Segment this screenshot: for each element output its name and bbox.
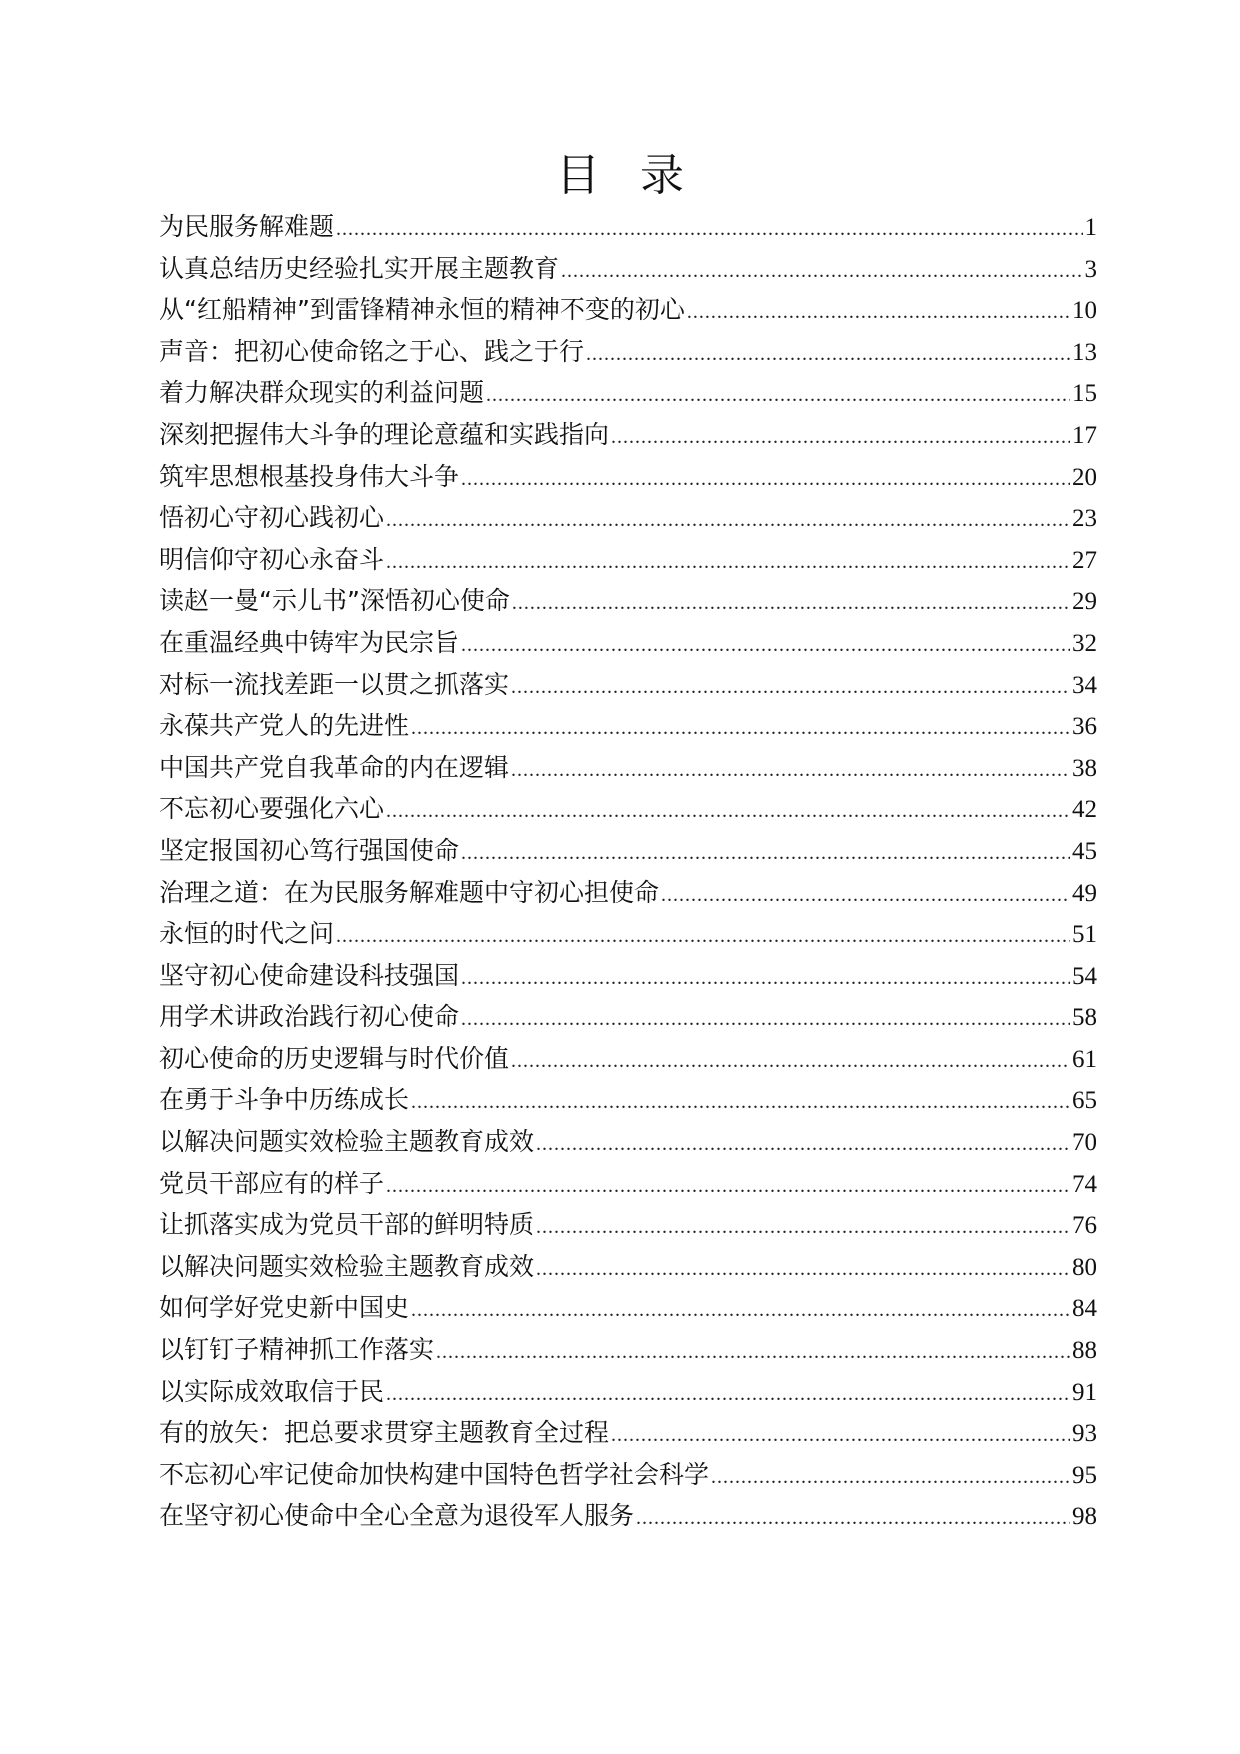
toc-entry[interactable] bbox=[159, 1163, 1097, 1205]
toc-entry-page-number: 42 bbox=[1072, 796, 1097, 824]
toc-title-char-1: 目 bbox=[556, 150, 600, 201]
toc-entry-title: 用学术讲政治践行初心使命 bbox=[159, 1002, 460, 1032]
toc-entry[interactable] bbox=[159, 1454, 1097, 1496]
toc-entry-page-number: 98 bbox=[1072, 1503, 1097, 1531]
toc-entry-title: 中国共产党自我革命的内在逻辑 bbox=[159, 752, 510, 782]
toc-entry-title: 不忘初心牢记使命加快构建中国特色哲学社会科学 bbox=[159, 1459, 710, 1489]
toc-entry-title: 从“红船精神”到雷锋精神永恒的精神不变的初心 bbox=[159, 295, 685, 325]
toc-dot-leader bbox=[561, 251, 1082, 290]
toc-entry-page-number: 10 bbox=[1072, 297, 1097, 325]
toc-entry[interactable] bbox=[159, 1412, 1097, 1454]
toc-dot-leader bbox=[386, 1374, 1070, 1413]
toc-entry-title: 以钉钉子精神抓工作落实 bbox=[159, 1335, 435, 1365]
toc-entry-page-number: 61 bbox=[1072, 1045, 1097, 1073]
toc-dot-leader bbox=[336, 916, 1070, 955]
toc-entry-page-number: 95 bbox=[1072, 1461, 1097, 1489]
toc-entry-page-number: 17 bbox=[1072, 421, 1097, 449]
toc-entry-page-number: 80 bbox=[1072, 1253, 1097, 1281]
toc-entry-title: 初心使命的历史逻辑与时代价值 bbox=[159, 1043, 510, 1073]
toc-entry-page-number: 91 bbox=[1072, 1378, 1097, 1406]
toc-entry[interactable] bbox=[159, 456, 1097, 498]
toc-dot-leader bbox=[611, 1415, 1070, 1454]
toc-dot-leader bbox=[386, 1166, 1070, 1205]
toc-entry-title: 着力解决群众现实的利益问题 bbox=[159, 378, 485, 408]
toc-dot-leader bbox=[411, 708, 1070, 747]
toc-entry-page-number: 1 bbox=[1084, 214, 1097, 241]
toc-entry-title: 以解决问题实效检验主题教育成效 bbox=[159, 1251, 535, 1281]
toc-entry[interactable] bbox=[159, 1079, 1097, 1121]
toc-dot-leader bbox=[461, 625, 1070, 664]
toc-dot-leader bbox=[461, 833, 1070, 872]
toc-entry[interactable] bbox=[159, 1329, 1097, 1371]
toc-dot-leader bbox=[636, 1498, 1070, 1537]
toc-entry-page-number: 27 bbox=[1072, 546, 1097, 574]
toc-entry-page-number: 51 bbox=[1072, 921, 1097, 949]
toc-entry-page-number: 20 bbox=[1072, 463, 1097, 491]
toc-list bbox=[159, 206, 1097, 1537]
toc-entry-page-number: 23 bbox=[1072, 505, 1097, 533]
toc-entry-page-number: 36 bbox=[1072, 713, 1097, 741]
toc-dot-leader bbox=[386, 542, 1070, 581]
toc-entry-page-number: 93 bbox=[1072, 1420, 1097, 1448]
toc-entry-title: 让抓落实成为党员干部的鲜明特质 bbox=[159, 1210, 535, 1240]
toc-entry-page-number: 88 bbox=[1072, 1337, 1097, 1365]
toc-dot-leader bbox=[611, 417, 1070, 456]
toc-dot-leader bbox=[536, 1207, 1070, 1246]
toc-title-char-2: 录 bbox=[640, 150, 684, 201]
toc-entry-page-number: 38 bbox=[1072, 754, 1097, 782]
toc-entry-title: 为民服务解难题 bbox=[159, 212, 335, 241]
toc-dot-leader bbox=[512, 583, 1070, 622]
toc-entry-page-number: 45 bbox=[1072, 837, 1097, 865]
toc-dot-leader bbox=[336, 209, 1082, 248]
toc-entry[interactable] bbox=[159, 1204, 1097, 1246]
toc-entry[interactable] bbox=[159, 1121, 1097, 1163]
toc-entry-page-number: 15 bbox=[1072, 380, 1097, 408]
toc-entry[interactable] bbox=[159, 248, 1097, 290]
toc-entry[interactable] bbox=[159, 414, 1097, 456]
toc-dot-leader bbox=[511, 1041, 1070, 1080]
toc-entry-page-number: 49 bbox=[1072, 879, 1097, 907]
toc-entry-page-number: 70 bbox=[1072, 1129, 1097, 1157]
toc-entry[interactable] bbox=[159, 289, 1097, 331]
toc-dot-leader bbox=[661, 875, 1070, 914]
toc-entry[interactable] bbox=[159, 1038, 1097, 1080]
toc-entry-title: 声音：把初心使命铭之于心、践之于行 bbox=[159, 336, 585, 366]
toc-entry[interactable] bbox=[159, 747, 1097, 789]
toc-entry-title: 永恒的时代之问 bbox=[159, 919, 335, 949]
toc-entry-title: 筑牢思想根基投身伟大斗争 bbox=[159, 461, 460, 491]
toc-dot-leader bbox=[536, 1124, 1070, 1163]
toc-entry-page-number: 13 bbox=[1072, 338, 1097, 366]
toc-entry[interactable] bbox=[159, 1246, 1097, 1288]
toc-dot-leader bbox=[536, 1249, 1070, 1288]
toc-entry-title: 在勇于斗争中历练成长 bbox=[159, 1085, 410, 1115]
toc-entry-title: 党员干部应有的样子 bbox=[159, 1168, 385, 1198]
toc-entry-title: 悟初心守初心践初心 bbox=[159, 503, 385, 533]
toc-entry[interactable] bbox=[159, 206, 1097, 248]
toc-dot-leader bbox=[411, 1082, 1070, 1121]
toc-entry-title: 深刻把握伟大斗争的理论意蕴和实践指向 bbox=[159, 419, 610, 449]
toc-entry-title: 明信仰守初心永奋斗 bbox=[159, 544, 385, 574]
toc-entry[interactable] bbox=[159, 1371, 1097, 1413]
toc-dot-leader bbox=[436, 1332, 1070, 1371]
toc-entry[interactable] bbox=[159, 955, 1097, 997]
toc-dot-leader bbox=[711, 1457, 1070, 1496]
toc-entry[interactable] bbox=[159, 372, 1097, 414]
toc-entry[interactable] bbox=[159, 1495, 1097, 1537]
toc-entry[interactable] bbox=[159, 622, 1097, 664]
toc-entry-page-number: 32 bbox=[1072, 629, 1097, 657]
toc-dot-leader bbox=[511, 667, 1070, 706]
toc-entry[interactable] bbox=[159, 705, 1097, 747]
toc-entry[interactable] bbox=[159, 872, 1097, 914]
toc-entry-page-number: 34 bbox=[1072, 671, 1097, 699]
toc-entry-title: 以实际成效取信于民 bbox=[159, 1376, 385, 1406]
toc-entry-page-number: 76 bbox=[1072, 1212, 1097, 1240]
toc-dot-leader bbox=[486, 375, 1070, 414]
toc-dot-leader bbox=[411, 1290, 1070, 1329]
toc-entry-title: 认真总结历史经验扎实开展主题教育 bbox=[159, 253, 560, 283]
toc-entry-page-number: 3 bbox=[1084, 255, 1097, 283]
toc-entry-title: 有的放矢：把总要求贯穿主题教育全过程 bbox=[159, 1418, 610, 1448]
toc-entry-title: 永葆共产党人的先进性 bbox=[159, 711, 410, 741]
toc-entry[interactable] bbox=[159, 913, 1097, 955]
toc-entry-title: 不忘初心要强化六心 bbox=[159, 794, 385, 824]
toc-title bbox=[0, 146, 1240, 206]
toc-dot-leader bbox=[386, 500, 1070, 539]
toc-entry[interactable] bbox=[159, 664, 1097, 706]
toc-entry-page-number: 58 bbox=[1072, 1004, 1097, 1032]
toc-entry-page-number: 74 bbox=[1072, 1170, 1097, 1198]
toc-dot-leader bbox=[461, 958, 1070, 997]
toc-entry-title: 以解决问题实效检验主题教育成效 bbox=[159, 1127, 535, 1157]
toc-entry-title: 如何学好党史新中国史 bbox=[159, 1293, 410, 1323]
toc-entry[interactable] bbox=[159, 830, 1097, 872]
toc-entry[interactable] bbox=[159, 497, 1097, 539]
toc-dot-leader bbox=[687, 292, 1070, 331]
toc-dot-leader bbox=[386, 791, 1070, 830]
toc-entry-page-number: 84 bbox=[1072, 1295, 1097, 1323]
toc-entry-title: 对标一流找差距一以贯之抓落实 bbox=[159, 669, 510, 699]
toc-entry-title: 读赵一曼“示儿书”深悟初心使命 bbox=[159, 586, 510, 616]
toc-entry[interactable] bbox=[159, 1287, 1097, 1329]
toc-entry-page-number: 65 bbox=[1072, 1087, 1097, 1115]
toc-entry[interactable] bbox=[159, 580, 1097, 622]
toc-entry-title: 在坚守初心使命中全心全意为退役军人服务 bbox=[159, 1501, 635, 1531]
toc-dot-leader bbox=[461, 459, 1070, 498]
toc-entry[interactable] bbox=[159, 331, 1097, 373]
toc-dot-leader bbox=[461, 999, 1070, 1038]
toc-dot-leader bbox=[511, 750, 1070, 789]
toc-entry-title: 坚守初心使命建设科技强国 bbox=[159, 960, 460, 990]
toc-entry[interactable] bbox=[159, 539, 1097, 581]
toc-entry[interactable] bbox=[159, 788, 1097, 830]
toc-entry-title: 在重温经典中铸牢为民宗旨 bbox=[159, 627, 460, 657]
toc-entry-title: 治理之道：在为民服务解难题中守初心担使命 bbox=[159, 877, 660, 907]
toc-entry[interactable] bbox=[159, 996, 1097, 1038]
toc-entry-page-number: 54 bbox=[1072, 962, 1097, 990]
toc-entry-title: 坚定报国初心笃行强国使命 bbox=[159, 835, 460, 865]
toc-entry-page-number: 29 bbox=[1072, 588, 1097, 616]
toc-dot-leader bbox=[586, 334, 1070, 373]
